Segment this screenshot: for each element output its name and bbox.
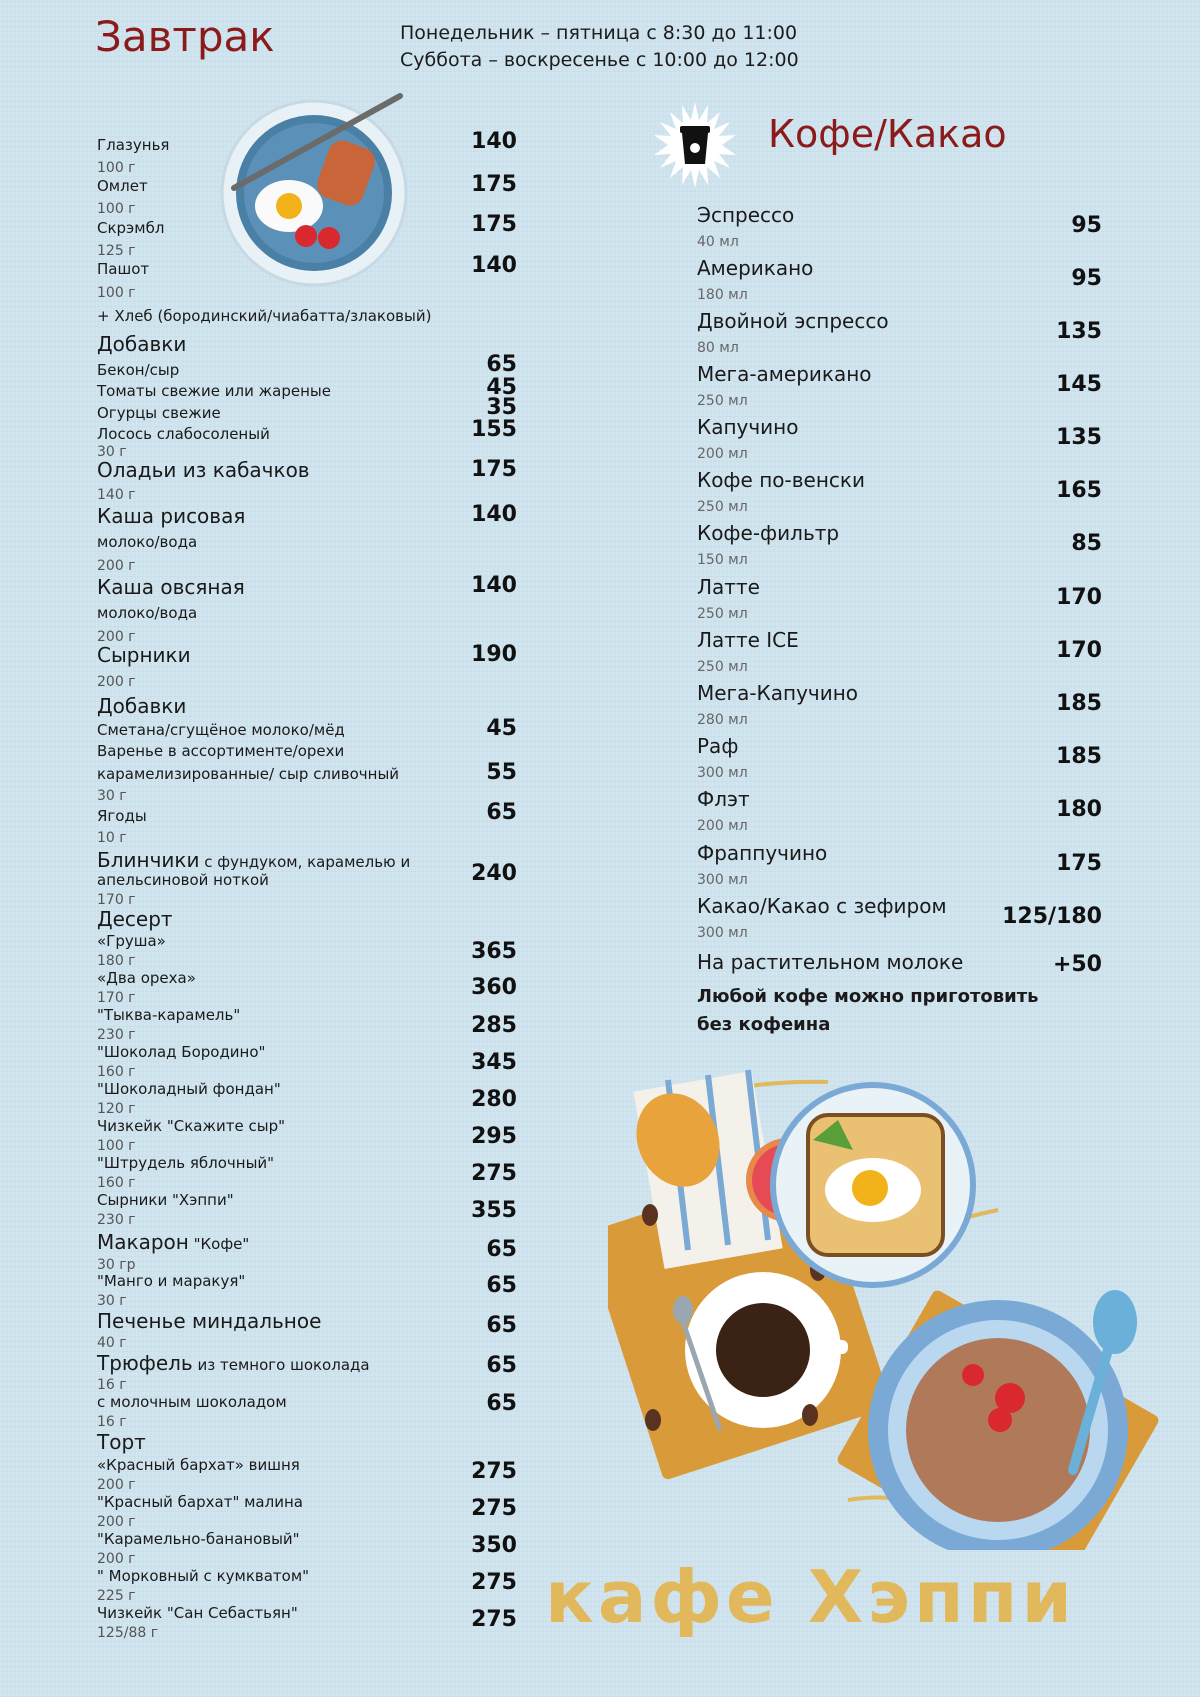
cake-weight: 200 г — [97, 1514, 136, 1530]
cake-name: "Красный бархат" малина — [97, 1493, 303, 1511]
oat-weight: 200 г — [97, 629, 136, 645]
jam-name-line2: карамелизированные/ сыр сливочный — [97, 765, 400, 783]
tomato-name: Томаты свежие или жареные — [97, 382, 331, 400]
coffee-item-name: Мега-Капучино — [697, 681, 859, 705]
dessert-weight: 160 г — [97, 1175, 136, 1191]
macaron2-name: "Манго и маракуя" — [97, 1272, 246, 1290]
coffee-item-price: 95 — [1071, 266, 1102, 291]
cake-price: 275 — [471, 1459, 517, 1484]
coffee-item-price: 135 — [1056, 319, 1102, 344]
oladi-price: 175 — [471, 457, 517, 482]
dessert-name: Сырники "Хэппи" — [97, 1191, 234, 1209]
dessert-weight: 120 г — [97, 1101, 136, 1117]
jam-name-line1: Варенье в ассортименте/орехи — [97, 742, 345, 760]
coffee-item-price: 145 — [1056, 372, 1102, 397]
oat-price: 140 — [471, 573, 517, 598]
coffee-item-volume: 250 мл — [697, 606, 748, 622]
coffee-item-name: Раф — [697, 734, 739, 758]
syrniki-price: 190 — [471, 642, 517, 667]
truffle-price: 65 — [486, 1353, 517, 1378]
oladi-name: Оладьи из кабачков — [97, 458, 310, 482]
truffle-name: Трюфель — [97, 1351, 193, 1375]
coffee-cup-icon — [652, 102, 738, 188]
coffee-item-name: Американо — [697, 256, 814, 280]
cookie-price: 65 — [486, 1313, 517, 1338]
coffee-item-volume: 300 мл — [697, 925, 748, 941]
coffee-item-volume: 180 мл — [697, 287, 748, 303]
cake-price: 275 — [471, 1496, 517, 1521]
addons2-title: Добавки — [97, 694, 187, 718]
cucumber-name: Огурцы свежие — [97, 404, 221, 422]
dessert-weight: 230 г — [97, 1212, 136, 1228]
coffee-item-price: 125/180 — [1002, 904, 1102, 929]
coffee-item-name: Эспрессо — [697, 203, 795, 227]
coffee-title: Кофе/Какао — [768, 112, 1007, 156]
dessert-name: Чизкейк "Скажите сыр" — [97, 1117, 286, 1135]
dessert-price: 355 — [471, 1198, 517, 1223]
oat-name: Каша овсяная — [97, 575, 245, 599]
hours-weekday: Понедельник – пятница с 8:30 до 11:00 — [400, 22, 798, 44]
coffee-item-volume: 40 мл — [697, 234, 739, 250]
coffee-item-price: +50 — [1052, 952, 1102, 977]
scramble-price: 175 — [471, 212, 517, 237]
cake-weight: 125/88 г — [97, 1625, 159, 1641]
dessert-weight: 170 г — [97, 990, 136, 1006]
hours-weekend: Суббота – воскресенье с 10:00 до 12:00 — [400, 49, 799, 71]
coffee-item-price: 170 — [1056, 585, 1102, 610]
coffee-item-volume: 150 мл — [697, 552, 748, 568]
dessert-weight: 180 г — [97, 953, 136, 969]
macaron2-weight: 30 г — [97, 1293, 127, 1309]
blini-name: Блинчики — [97, 848, 200, 872]
berries-weight: 10 г — [97, 830, 127, 846]
macaron-name: Макарон — [97, 1230, 189, 1254]
coffee-item-volume: 200 мл — [697, 818, 748, 834]
dessert-price: 285 — [471, 1013, 517, 1038]
cookie-weight: 40 г — [97, 1335, 127, 1351]
coffee-item-volume: 250 мл — [697, 499, 748, 515]
coffee-item-volume: 280 мл — [697, 712, 748, 728]
dessert-price: 345 — [471, 1050, 517, 1075]
tomato-price: 45 — [486, 375, 517, 400]
coffee-item-name: Фраппучино — [697, 841, 828, 865]
macaron-price: 65 — [486, 1237, 517, 1262]
macaron-flavor: "Кофе" — [188, 1235, 250, 1253]
coffee-item-name: Кофе по-венски — [697, 468, 865, 492]
coffee-item-price: 135 — [1056, 425, 1102, 450]
cake-name: Чизкейк "Сан Себастьян" — [97, 1604, 298, 1622]
oat-sub: молоко/вода — [97, 604, 198, 622]
addons-title: Добавки — [97, 332, 187, 356]
cake-title: Торт — [97, 1430, 146, 1454]
coffee-item-volume: 80 мл — [697, 340, 739, 356]
omlet-name: Омлет — [97, 177, 148, 195]
coffee-item-price: 165 — [1056, 478, 1102, 503]
macaron2-price: 65 — [486, 1273, 517, 1298]
coffee-item-volume: 300 мл — [697, 765, 748, 781]
cake-price: 350 — [471, 1533, 517, 1558]
rice-price: 140 — [471, 502, 517, 527]
blini-desc-line1: с фундуком, карамелью и — [199, 853, 411, 871]
jam-weight: 30 г — [97, 788, 127, 804]
pashot-name: Пашот — [97, 260, 150, 278]
cake-weight: 200 г — [97, 1477, 136, 1493]
dessert-price: 365 — [471, 939, 517, 964]
cake-price: 275 — [471, 1570, 517, 1595]
coffee-item-name: Мега-американо — [697, 362, 872, 386]
oladi-weight: 140 г — [97, 487, 136, 503]
truffle2-price: 65 — [486, 1391, 517, 1416]
coffee-item-name: Кофе-фильтр — [697, 521, 840, 545]
smetana-name: Сметана/сгущёное молоко/мёд — [97, 721, 345, 739]
syrniki-name: Сырники — [97, 643, 191, 667]
coffee-item-volume: 200 мл — [697, 446, 748, 462]
dessert-name: «Груша» — [97, 932, 166, 950]
cake-weight: 225 г — [97, 1588, 136, 1604]
coffee-item-price: 85 — [1071, 531, 1102, 556]
truffle2-weight: 16 г — [97, 1414, 127, 1430]
rice-name: Каша рисовая — [97, 504, 246, 528]
blini-price: 240 — [471, 861, 517, 886]
omlet-price: 175 — [471, 172, 517, 197]
pashot-weight: 100 г — [97, 285, 136, 301]
coffee-item-name: Двойной эспрессо — [697, 309, 889, 333]
dessert-price: 360 — [471, 975, 517, 1000]
scramble-name: Скрэмбл — [97, 219, 165, 237]
coffee-item-volume: 300 мл — [697, 872, 748, 888]
cake-name: «Красный бархат» вишня — [97, 1456, 300, 1474]
berries-name: Ягоды — [97, 807, 147, 825]
syrniki-weight: 200 г — [97, 674, 136, 690]
blini-weight: 170 г — [97, 892, 136, 908]
pashot-price: 140 — [471, 253, 517, 278]
coffee-item-price: 185 — [1056, 744, 1102, 769]
glazunya-name: Глазунья — [97, 136, 170, 154]
berries-price: 65 — [486, 800, 517, 825]
macaron-weight: 30 гр — [97, 1257, 136, 1273]
cake-name: " Морковный с кумкватом" — [97, 1567, 310, 1585]
coffee-item-price: 170 — [1056, 638, 1102, 663]
dessert-title: Десерт — [97, 907, 173, 931]
rice-sub: молоко/вода — [97, 533, 198, 551]
coffee-item-price: 185 — [1056, 691, 1102, 716]
coffee-item-volume: 250 мл — [697, 659, 748, 675]
rice-weight: 200 г — [97, 558, 136, 574]
jam-price: 55 — [486, 760, 517, 785]
coffee-item-name: Флэт — [697, 787, 750, 811]
bacon-price: 65 — [486, 352, 517, 377]
bread-option: + Хлеб (бородинский/чиабатта/злаковый) — [97, 307, 432, 325]
coffee-item-price: 95 — [1071, 213, 1102, 238]
breakfast-title: Завтрак — [95, 12, 275, 61]
cookie-name: Печенье миндальное — [97, 1309, 322, 1333]
truffle2-name: с молочным шоколадом — [97, 1393, 287, 1411]
omlet-weight: 100 г — [97, 201, 136, 217]
decaf-note-line2: без кофеина — [697, 1014, 831, 1035]
smetana-price: 45 — [486, 716, 517, 741]
cucumber-price: 35 — [486, 395, 517, 420]
truffle-desc: из темного шоколада — [192, 1356, 370, 1374]
coffee-item-price: 175 — [1056, 851, 1102, 876]
dessert-price: 295 — [471, 1124, 517, 1149]
coffee-item-volume: 250 мл — [697, 393, 748, 409]
decaf-note-line1: Любой кофе можно приготовить — [697, 986, 1039, 1007]
cake-weight: 200 г — [97, 1551, 136, 1567]
glazunya-price: 140 — [471, 129, 517, 154]
cafe-food-illustration — [608, 1060, 1168, 1550]
dessert-name: «Два ореха» — [97, 969, 196, 987]
salmon-name: Лосось слабосоленый — [97, 425, 270, 443]
coffee-item-name: Капучино — [697, 415, 799, 439]
dessert-name: "Шоколад Бородино" — [97, 1043, 266, 1061]
dessert-name: "Тыква-карамель" — [97, 1006, 241, 1024]
coffee-item-name: Латте ICE — [697, 628, 799, 652]
coffee-item-name: На растительном молоке — [697, 950, 964, 974]
cake-price: 275 — [471, 1607, 517, 1632]
cake-name: "Карамельно-банановый" — [97, 1530, 300, 1548]
blini-desc-line2: апельсиновой ноткой — [97, 871, 269, 889]
bacon-name: Бекон/сыр — [97, 361, 180, 379]
cafe-logo-text: кафе Хэппи — [545, 1555, 1076, 1639]
truffle-weight: 16 г — [97, 1377, 127, 1393]
salmon-weight: 30 г — [97, 444, 127, 460]
dessert-name: "Шоколадный фондан" — [97, 1080, 281, 1098]
dessert-weight: 230 г — [97, 1027, 136, 1043]
dessert-weight: 100 г — [97, 1138, 136, 1154]
coffee-item-name: Латте — [697, 575, 760, 599]
coffee-item-name: Какао/Какао с зефиром — [697, 894, 947, 918]
dessert-weight: 160 г — [97, 1064, 136, 1080]
dessert-price: 280 — [471, 1087, 517, 1112]
dessert-name: "Штрудель яблочный" — [97, 1154, 275, 1172]
dessert-price: 275 — [471, 1161, 517, 1186]
scramble-weight: 125 г — [97, 243, 136, 259]
salmon-price: 155 — [471, 417, 517, 442]
glazunya-weight: 100 г — [97, 160, 136, 176]
coffee-item-price: 180 — [1056, 797, 1102, 822]
